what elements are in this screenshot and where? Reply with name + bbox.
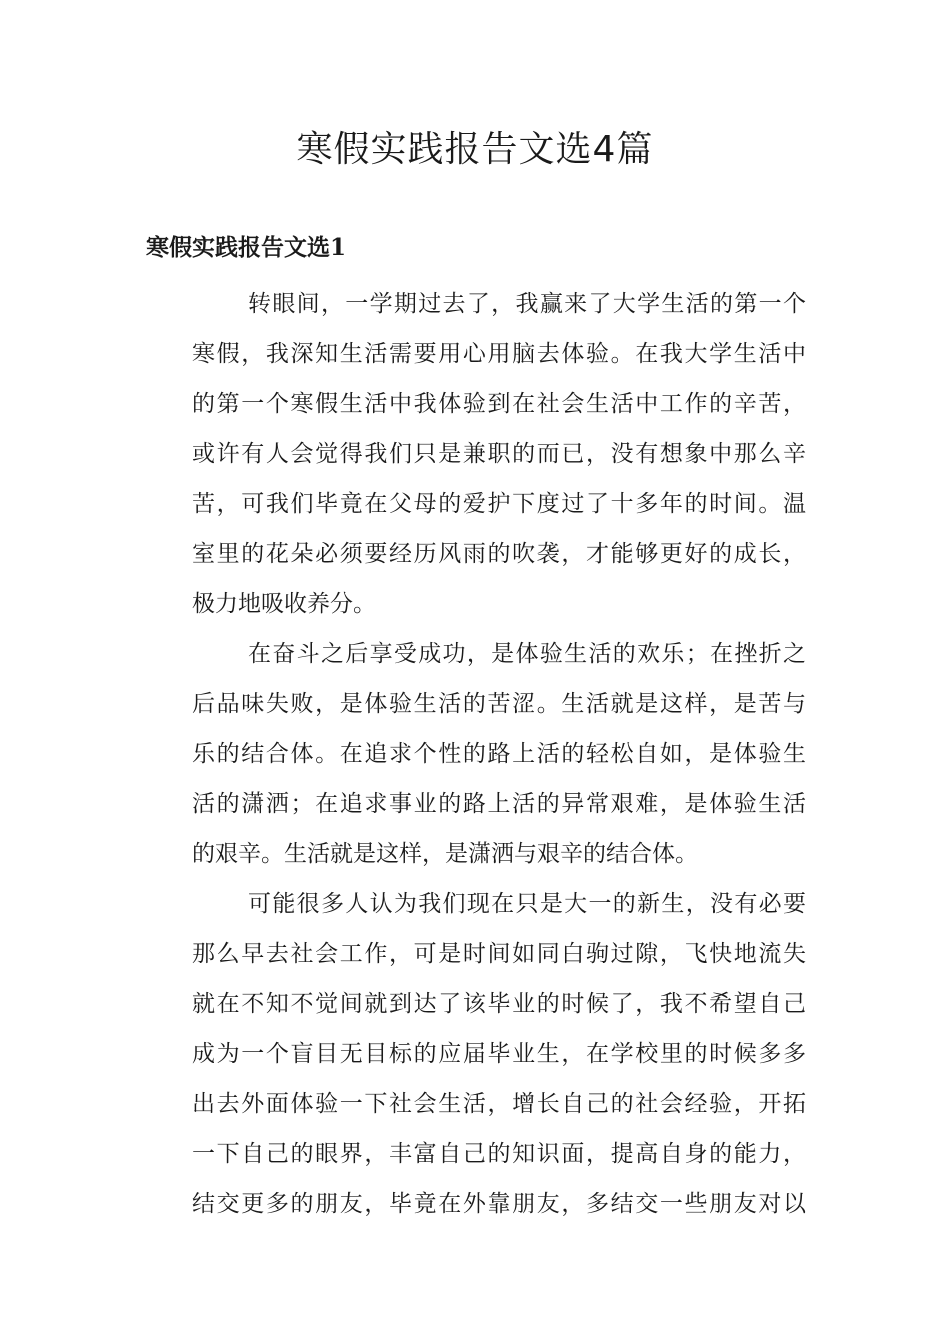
paragraph-3 bbox=[146, 879, 806, 1229]
text-line: 结交更多的朋友，毕竟在外靠朋友，多结交一些朋友对以 bbox=[192, 1191, 806, 1217]
document-title: 寒假实践报告文选4篇 bbox=[296, 129, 654, 170]
text-line: 活的潇洒；在追求事业的路上活的异常艰难，是体验生活 bbox=[192, 791, 806, 817]
text-line: 的第一个寒假生活中我体验到在社会生活中工作的辛苦， bbox=[192, 391, 806, 417]
document-body bbox=[146, 279, 806, 1229]
text-line: 在奋斗之后享受成功，是体验生活的欢乐；在挫折之 bbox=[248, 641, 806, 667]
text-line: 寒假，我深知生活需要用心用脑去体验。在我大学生活中 bbox=[192, 341, 806, 367]
text-line: 出去外面体验一下社会生活，增长自己的社会经验，开拓 bbox=[192, 1091, 806, 1117]
text-line: 室里的花朵必须要经历风雨的吹袭，才能够更好的成长， bbox=[192, 541, 806, 567]
text-line: 转眼间，一学期过去了，我赢来了大学生活的第一个 bbox=[248, 291, 806, 317]
text-line: 极力地吸收养分。 bbox=[192, 591, 376, 617]
text-line: 那么早去社会工作，可是时间如同白驹过隙，飞快地流失 bbox=[192, 941, 806, 967]
text-line: 成为一个盲目无目标的应届毕业生，在学校里的时候多多 bbox=[192, 1041, 806, 1067]
text-line: 苦，可我们毕竟在父母的爱护下度过了十多年的时间。温 bbox=[192, 491, 806, 517]
paragraph-2 bbox=[146, 629, 806, 879]
text-line: 后品味失败，是体验生活的苦涩。生活就是这样，是苦与 bbox=[192, 691, 806, 717]
text-line: 可能很多人认为我们现在只是大一的新生，没有必要 bbox=[248, 891, 806, 917]
text-line: 就在不知不觉间就到达了该毕业的时候了，我不希望自己 bbox=[192, 991, 806, 1017]
section-heading: 寒假实践报告文选1 bbox=[146, 234, 347, 261]
text-line: 乐的结合体。在追求个性的路上活的轻松自如，是体验生 bbox=[192, 741, 806, 767]
text-line: 或许有人会觉得我们只是兼职的而已，没有想象中那么辛 bbox=[192, 441, 806, 467]
paragraph-1 bbox=[146, 279, 806, 629]
text-line: 一下自己的眼界，丰富自己的知识面，提高自身的能力， bbox=[192, 1141, 806, 1167]
text-line: 的艰辛。生活就是这样，是潇洒与艰辛的结合体。 bbox=[192, 841, 698, 867]
